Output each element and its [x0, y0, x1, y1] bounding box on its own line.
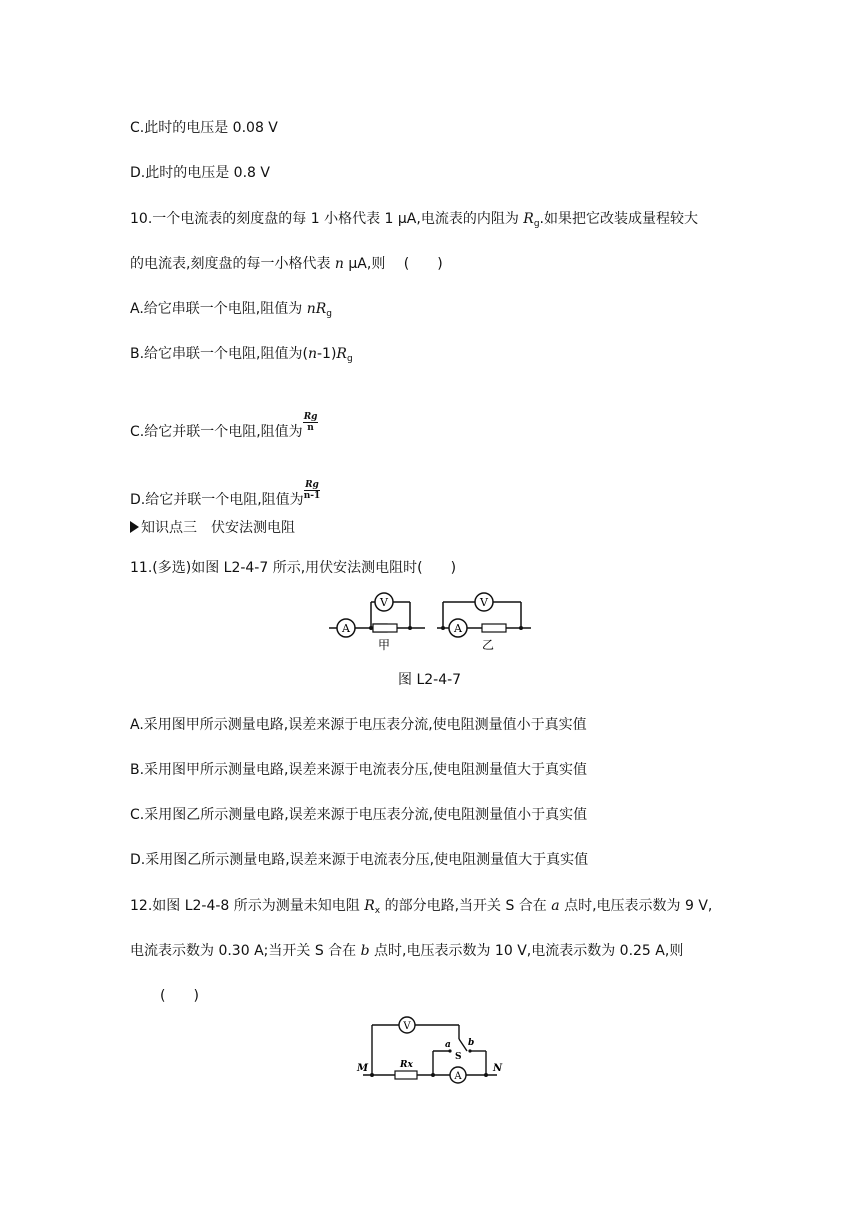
q11-option-a: A.采用图甲所示测量电路,误差来源于电压表分流,使电阻测量值小于真实值 — [130, 717, 587, 733]
q10-stem-part: 的电流表,刻度盘的每一小格代表 — [130, 256, 335, 272]
figure-label-yi: 乙 — [481, 638, 495, 652]
q9-option-c: C.此时的电压是 0.08 V — [130, 120, 278, 136]
q10-option-a — [130, 299, 332, 324]
q12-stem-part: 的部分电路,当开关 S 合在 — [380, 898, 552, 914]
q12-rx-sub: x — [374, 906, 381, 916]
q12-rx-var: R — [364, 898, 375, 914]
q12-label-b: b — [468, 1038, 475, 1048]
q12-stem-line1 — [130, 896, 712, 921]
triangle-bullet-icon — [130, 521, 139, 533]
q11-option-d: D.采用图乙所示测量电路,误差来源于电流表分压,使电阻测量值大于真实值 — [130, 852, 589, 868]
fraction-numerator: Rg — [305, 480, 319, 490]
ammeter-label-yi: A — [454, 622, 462, 635]
q10-option-b — [130, 344, 353, 369]
q12-label-m: M — [357, 1063, 369, 1074]
q12-stem-part: 点时,电压表示数为 9 V, — [559, 898, 713, 914]
figure-label-jia: 甲 — [377, 638, 391, 652]
q12-point-a: a — [551, 898, 560, 914]
q10-option-b-sub: g — [346, 354, 353, 364]
q10-option-a-expr: nR — [306, 301, 327, 317]
q12-voltmeter-label: V — [403, 1021, 411, 1032]
q11-circuit-figure — [325, 590, 535, 652]
q10-stem-part: μA,则 ( ) — [343, 256, 443, 272]
q12-stem-part: 点时,电压表示数为 10 V,电流表示数为 0.25 A,则 — [369, 943, 684, 959]
q9-option-d: D.此时的电压是 0.8 V — [130, 165, 270, 181]
q10-option-b-r: R — [336, 346, 347, 362]
q12-stem-part: 电流表示数为 0.30 A;当开关 S 合在 — [130, 943, 361, 959]
q10-stem-line1 — [130, 209, 698, 234]
q10-option-d-fraction — [304, 480, 321, 501]
q10-option-d — [130, 480, 320, 510]
voltmeter-label-jia: V — [380, 596, 388, 609]
q11-figure-caption: 图 L2-4-7 — [398, 672, 462, 688]
q12-stem-line2 — [130, 941, 683, 961]
q12-ammeter-label: A — [454, 1071, 462, 1082]
q10-rg-var: R — [523, 211, 534, 227]
q12-label-a: a — [445, 1040, 451, 1050]
q10-stem-part: 10.一个电流表的刻度盘的每 1 小格代表 1 μA,电流表的内阻为 — [130, 211, 524, 227]
q11-option-b: B.采用图甲所示测量电路,误差来源于电流表分压,使电阻测量值大于真实值 — [130, 762, 587, 778]
q10-stem-part: .如果把它改装成量程较大 — [539, 211, 698, 227]
q10-option-c-fraction — [303, 412, 319, 433]
fraction-denominator: n-1 — [303, 491, 321, 501]
q11-option-c: C.采用图乙所示测量电路,误差来源于电压表分流,使电阻测量值小于真实值 — [130, 807, 588, 823]
voltmeter-label-yi: V — [480, 596, 488, 609]
q10-stem-line2 — [130, 254, 443, 274]
section-title: 知识点三 伏安法测电阻 — [141, 520, 295, 536]
q11-resistor-yi — [482, 624, 506, 632]
q12-label-s: S — [455, 1052, 462, 1062]
q12-label-n: N — [493, 1063, 503, 1074]
q12-answer-bracket: ( ) — [160, 988, 199, 1004]
q10-rg-sub: g — [533, 219, 540, 229]
q12-stem-part: 12.如图 L2-4-8 所示为测量未知电阻 — [130, 898, 365, 914]
q10-n-var: n — [334, 256, 344, 272]
q12-circuit-figure — [355, 1015, 505, 1085]
section-heading — [130, 518, 295, 538]
q10-option-b-text: B.给它串联一个电阻,阻值为( — [130, 346, 308, 362]
q10-option-c-text: C.给它并联一个电阻,阻值为 — [130, 424, 303, 440]
q10-option-d-text: D.给它并联一个电阻,阻值为 — [130, 492, 304, 508]
q11-stem: 11.(多选)如图 L2-4-7 所示,用伏安法测电阻时( ) — [130, 560, 457, 576]
q10-option-a-text: A.给它串联一个电阻,阻值为 — [130, 301, 307, 317]
fraction-denominator: n — [307, 423, 314, 433]
ammeter-label-jia: A — [342, 622, 350, 635]
q12-point-b: b — [360, 943, 370, 959]
q10-option-b-mid: -1) — [317, 346, 337, 362]
q12-label-rx: Rx — [400, 1060, 413, 1070]
q10-option-c — [130, 412, 318, 442]
q11-resistor-jia-body — [373, 624, 397, 632]
q10-option-b-n: n — [307, 346, 317, 362]
fraction-numerator: Rg — [303, 412, 318, 422]
q12-resistor-rx — [395, 1071, 417, 1079]
q10-option-a-sub: g — [326, 309, 332, 319]
